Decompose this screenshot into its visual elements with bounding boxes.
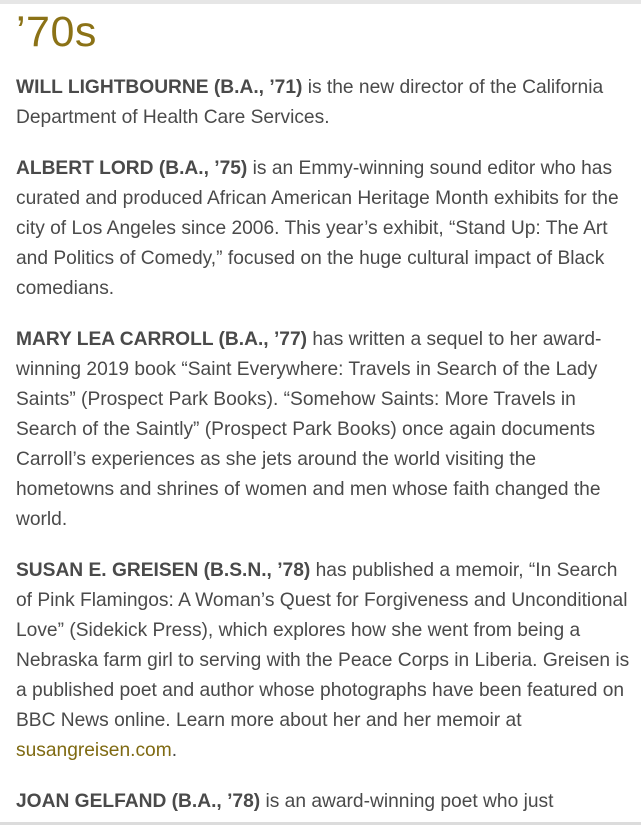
alumni-name: WILL LIGHTBOURNE (B.A., ’71)	[16, 77, 303, 98]
top-divider	[0, 0, 641, 4]
alumni-name: SUSAN E. GREISEN (B.S.N., ’78)	[16, 560, 311, 581]
alumni-note-text-end: .	[171, 740, 178, 761]
article-body	[16, 6, 631, 838]
alumni-name: ALBERT LORD (B.A., ’75)	[16, 158, 248, 179]
alumni-name: MARY LEA CARROLL (B.A., ’77)	[16, 329, 308, 350]
alumni-note-lord	[16, 154, 631, 304]
alumni-note-gelfand	[16, 787, 631, 817]
decade-heading: ’70s	[16, 8, 97, 56]
alumni-note-text: is the new director of the California Department of Health Care Services.	[16, 77, 604, 128]
alumni-note-text: has written a sequel to her award-winning 2019 book “Saint Everywhere: Travels in Search of the Lady Saints” (Prospect Park Books). “Somehow Saints: More Travels in Search of the Saintly” (Prospect Park Books) once again documents Carroll’s experiences as she jets around the world visiting the hometowns and shrines of women and men whose faith changed the world.	[16, 329, 602, 530]
alumni-note-text: is an Emmy-winning sound editor who has curated and produced African American Heritage Month exhibits for the city of Los Angeles since 2006. This year’s exhibit, “Stand Up: The Art and Politics of Comedy,” focused on the huge cultural impact of Black comedians.	[16, 158, 619, 299]
alumni-note-greisen	[16, 556, 631, 766]
susangreisen-link[interactable]: susangreisen.com	[16, 740, 172, 761]
alumni-note-text: has published a memoir, “In Search of Pink Flamingos: A Woman’s Quest for Forgiveness and Unconditional Love” (Sidekick Press), which explores how she went from being a Nebraska farm girl to serving with the Peace Corps in Liberia. Greisen is a published poet and author whose photographs have been featured on BBC News online. Learn more about her and her memoir at	[16, 560, 630, 731]
alumni-name: JOAN GELFAND (B.A., ’78)	[16, 791, 261, 812]
alumni-note-carroll	[16, 325, 631, 535]
alumni-note-lightbourne	[16, 73, 631, 133]
alumni-note-text: is an award-winning poet who just	[260, 791, 554, 812]
